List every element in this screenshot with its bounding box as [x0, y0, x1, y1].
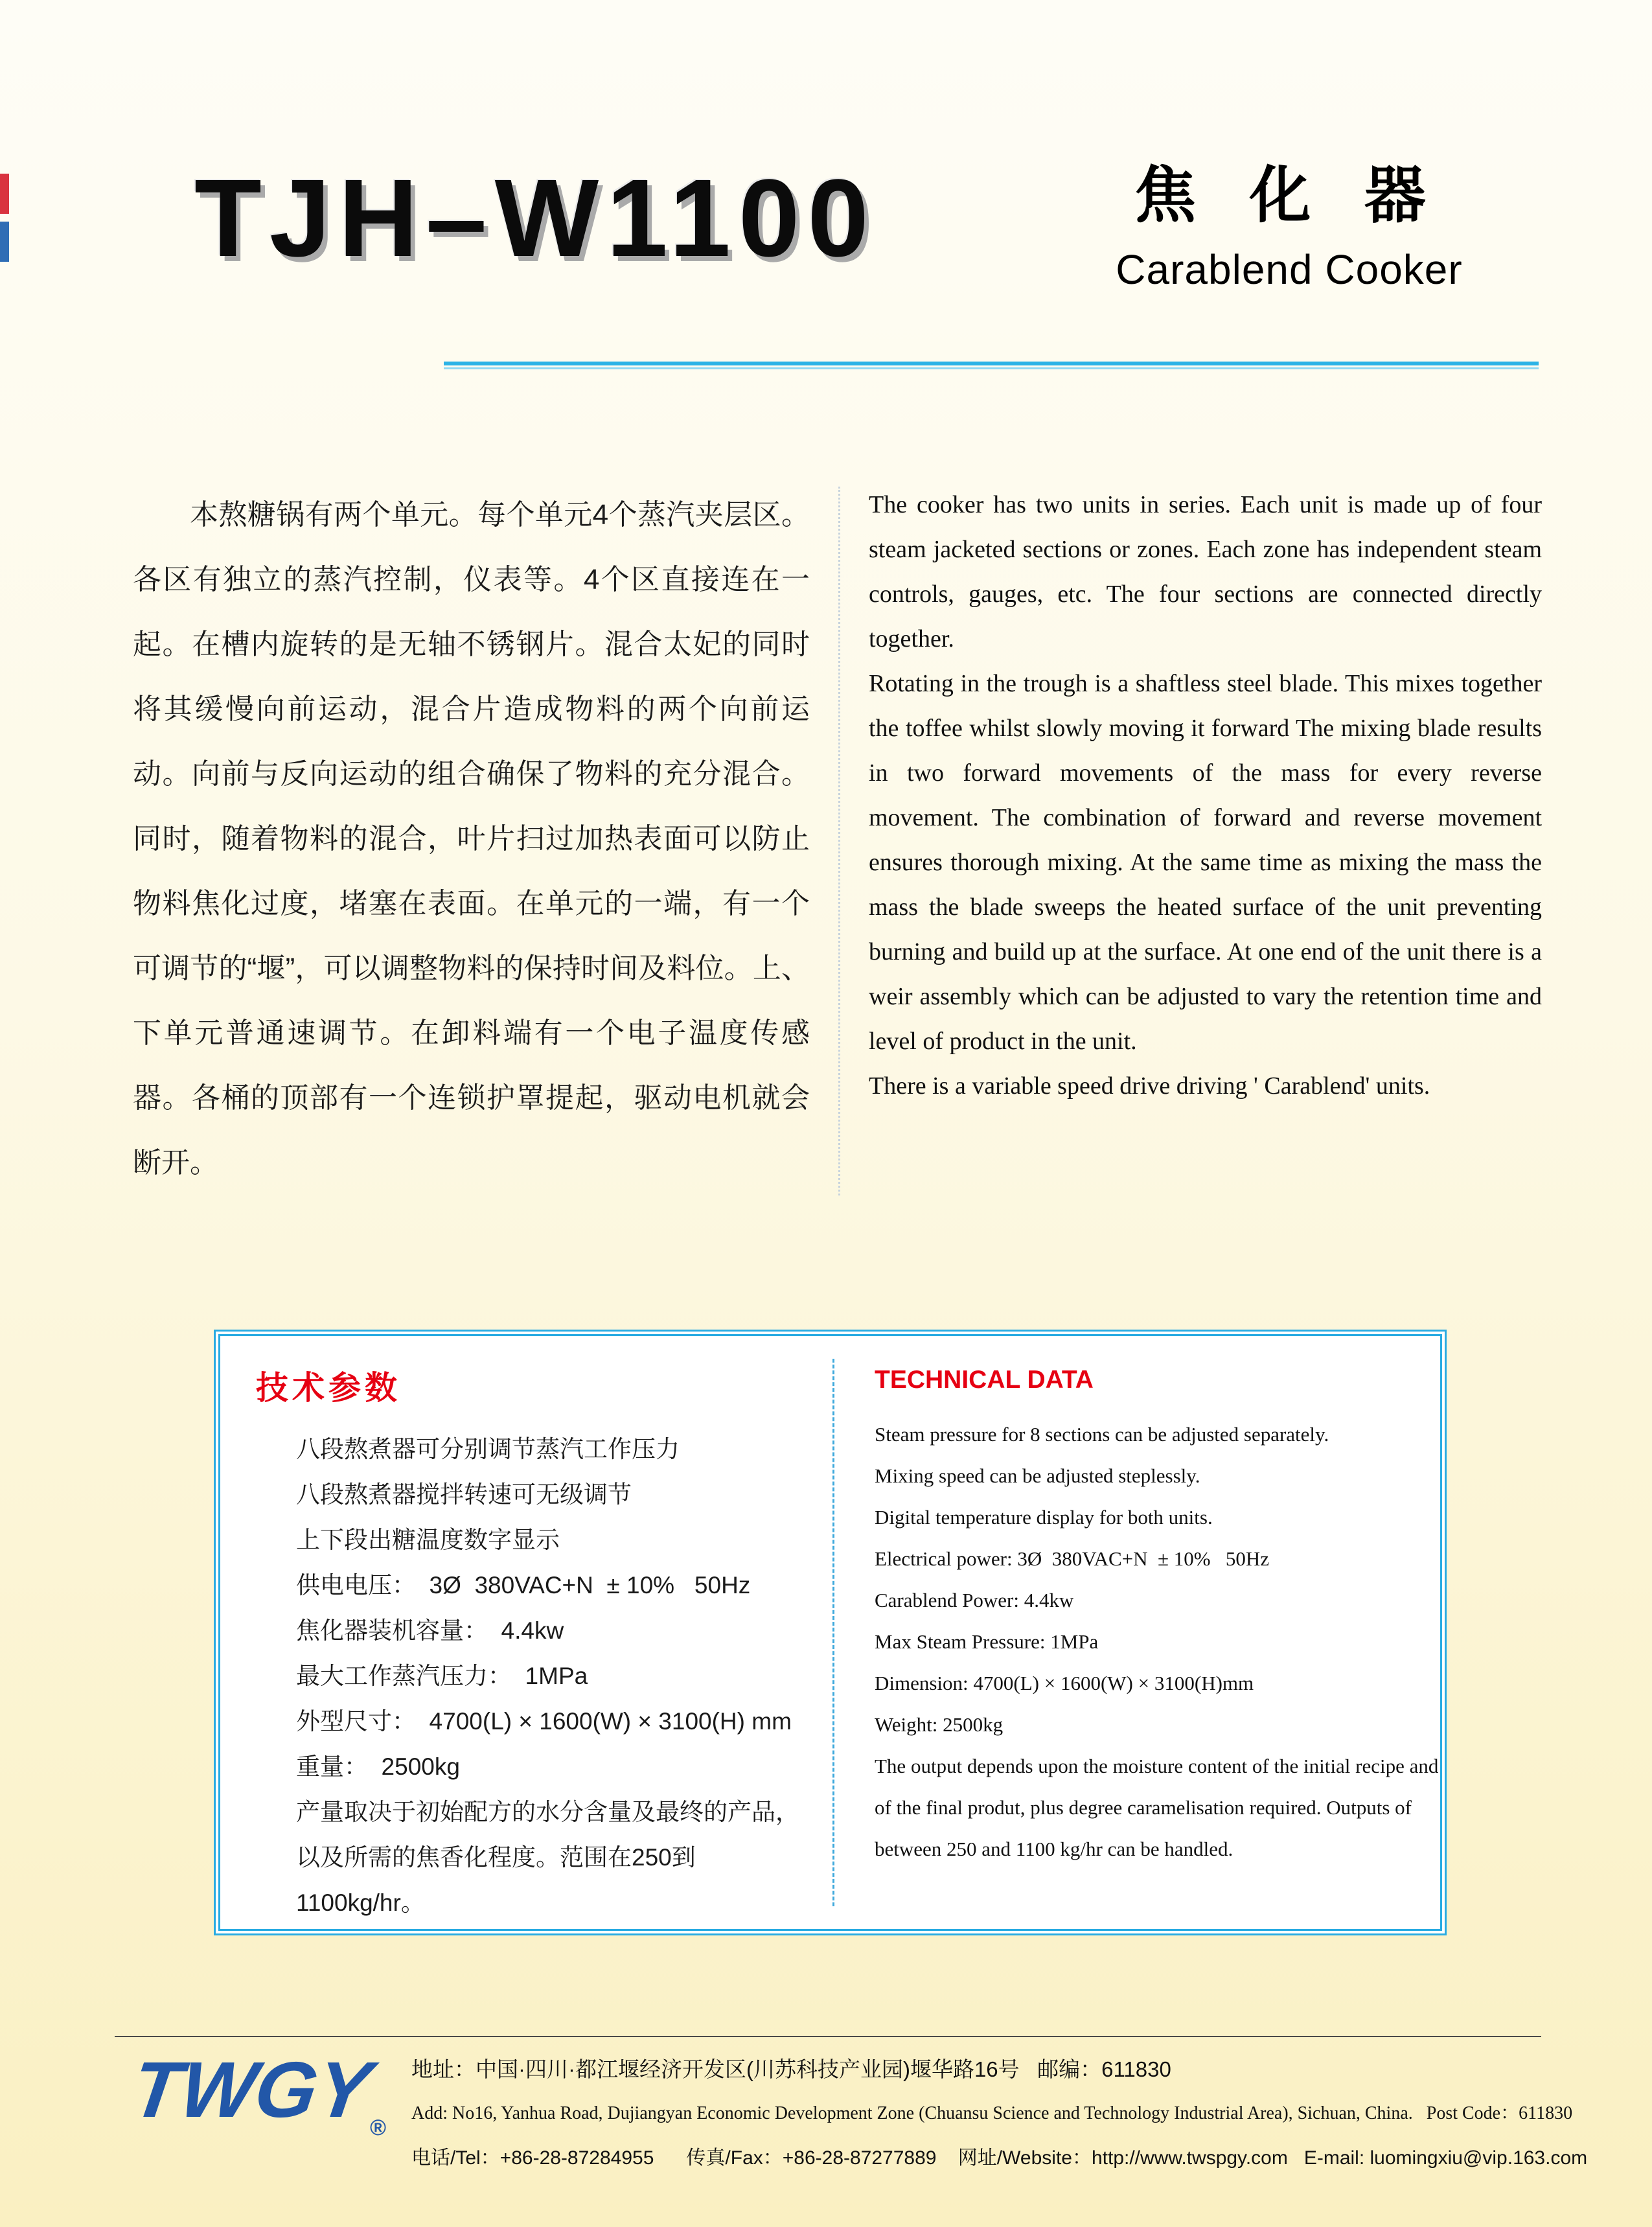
tech-column-cn — [256, 1362, 826, 1926]
tech-item-en: Digital temperature display for both units. — [875, 1506, 1213, 1529]
tech-column-en — [875, 1366, 1445, 1870]
description-en-paragraph-2: Rotating in the trough is a shaftless steel blade. This mixes together the toffee whilst slowly moving it forward The mixing blade results in two forward movements of the mass for every reverse movement. The combination of forward and reverse movement ensures thorough mixing. At the same time as mixing the mass the mass the blade sweeps the heated surface of the unit preventing burning and build up at the surface. At one end of the unit there is a weir assembly which can be adjusted to vary the retention time and level of product in the unit. — [869, 670, 1542, 1055]
techbox-column-divider — [832, 1359, 834, 1906]
description-column-divider — [838, 487, 840, 1195]
description-section — [133, 483, 1542, 1195]
tech-item-cn: 八段熬煮器搅拌转速可无级调节 — [296, 1481, 632, 1508]
tech-item-en: Electrical power: 3Ø 380VAC+N ± 10% 50Hz — [875, 1547, 1270, 1570]
footer-divider-line — [115, 2036, 1541, 2037]
tech-items-cn — [296, 1427, 814, 1926]
tech-item-cn: 供电电压： 3Ø 380VAC+N ± 10% 50Hz — [296, 1572, 751, 1598]
tech-item-cn: 焦化器装机容量： 4.4kw — [296, 1617, 564, 1644]
description-cn — [133, 483, 810, 1195]
product-name-block — [1037, 162, 1542, 294]
company-logo — [126, 2046, 411, 2141]
header-divider-thick — [444, 362, 1539, 365]
tech-items-en — [875, 1414, 1445, 1870]
address-cn: 地址：中国·四川·都江堰经济开发区(川苏科技产业园)堰华路16号 邮编：611830 — [411, 2057, 1171, 2081]
print-mark-red — [0, 174, 9, 214]
tech-item-cn: 上下段出糖温度数字显示 — [296, 1527, 560, 1553]
product-name-cn: 焦 化 器 — [1134, 161, 1444, 230]
tech-item-en: Steam pressure for 8 sections can be adjusted separately. — [875, 1423, 1329, 1446]
address-en: Add: No16, Yanhua Road, Dujiangyan Economic Development Zone (Chuansu Science and Technology Industrial Area), Sichuan, China. Post Code：611830 — [411, 2103, 1573, 2123]
technical-data-box — [214, 1330, 1447, 1935]
tech-heading-en: TECHNICAL DATA — [875, 1366, 1094, 1394]
header-divider-thin — [444, 367, 1539, 369]
print-mark-blue — [0, 222, 9, 262]
contact-line: 电话/Tel：+86-28-87284955 传真/Fax：+86-28-87277889 网址/Website：http://www.twspgy.com E-mail: luomingxiu@vip.163.com — [411, 2147, 1588, 2169]
tech-item-cn: 外型尺寸： 4700(L) × 1600(W) × 3100(H) mm — [296, 1708, 792, 1735]
product-name-en: Carablend Cooker — [1116, 246, 1463, 293]
tech-item-cn: 重量： 2500kg — [296, 1753, 460, 1780]
registered-trademark-icon: ® — [369, 2116, 387, 2140]
description-cn-paragraph: 本熬糖锅有两个单元。每个单元4个蒸汽夹层区。各区有独立的蒸汽控制，仪表等。4个区直接连在一起。在槽内旋转的是无轴不锈钢片。混合太妃的同时将其缓慢向前运动，混合片造成物料的两个向前运动。向前与反向运动的组合确保了物料的充分混合。同时，随着物料的混合，叶片扫过加热表面可以防止物料焦化过度，堵塞在表面。在单元的一端，有一个可调节的“堰”，可以调整物料的保持时间及料位。上、下单元普通速调节。在卸料端有一个电子温度传感器。各桶的顶部有一个连锁护罩提起，驱动电机就会断开。 — [133, 499, 810, 1179]
tech-item-en: Max Steam Pressure: 1MPa — [875, 1630, 1099, 1653]
tech-item-cn: 最大工作蒸汽压力： 1MPa — [296, 1663, 588, 1689]
tech-item-en: Mixing speed can be adjusted steplessly. — [875, 1464, 1200, 1487]
footer-contact-block — [411, 2046, 1587, 2170]
description-en — [869, 483, 1542, 1195]
header-divider-line — [444, 362, 1539, 369]
tech-item-en: Carablend Power: 4.4kw — [875, 1589, 1074, 1611]
tech-item-en: The output depends upon the moisture content of the initial recipe and of the final produt, plus degree caramelisation required. Outputs of between 250 and 1100 kg/hr can be handled. — [875, 1755, 1444, 1860]
description-en-paragraph-3: There is a variable speed drive driving ' Carablend' units. — [869, 1072, 1430, 1100]
tech-item-en: Weight: 2500kg — [875, 1713, 1004, 1736]
model-number-title: TJH–W1100 — [194, 157, 877, 280]
description-en-paragraph-1: The cooker has two units in series. Each unit is made up of four steam jacketed sections or zones. Each zone has independent steam controls, gauges, etc. The four sections are connected directly together. — [869, 491, 1542, 652]
tech-heading-cn: 技术参数 — [256, 1370, 401, 1406]
tech-item-cn: 产量取决于初始配方的水分含量及最终的产品，以及所需的焦香化程度。范围在250到1100kg/hr。 — [296, 1799, 799, 1916]
tech-item-cn: 八段熬煮器可分别调节蒸汽工作压力 — [296, 1436, 680, 1462]
footer — [126, 2046, 1588, 2170]
twgy-logo-text: TWGY — [126, 2046, 376, 2134]
tech-item-en: Dimension: 4700(L) × 1600(W) × 3100(H)mm — [875, 1672, 1254, 1694]
print-registration-marks — [0, 174, 9, 262]
